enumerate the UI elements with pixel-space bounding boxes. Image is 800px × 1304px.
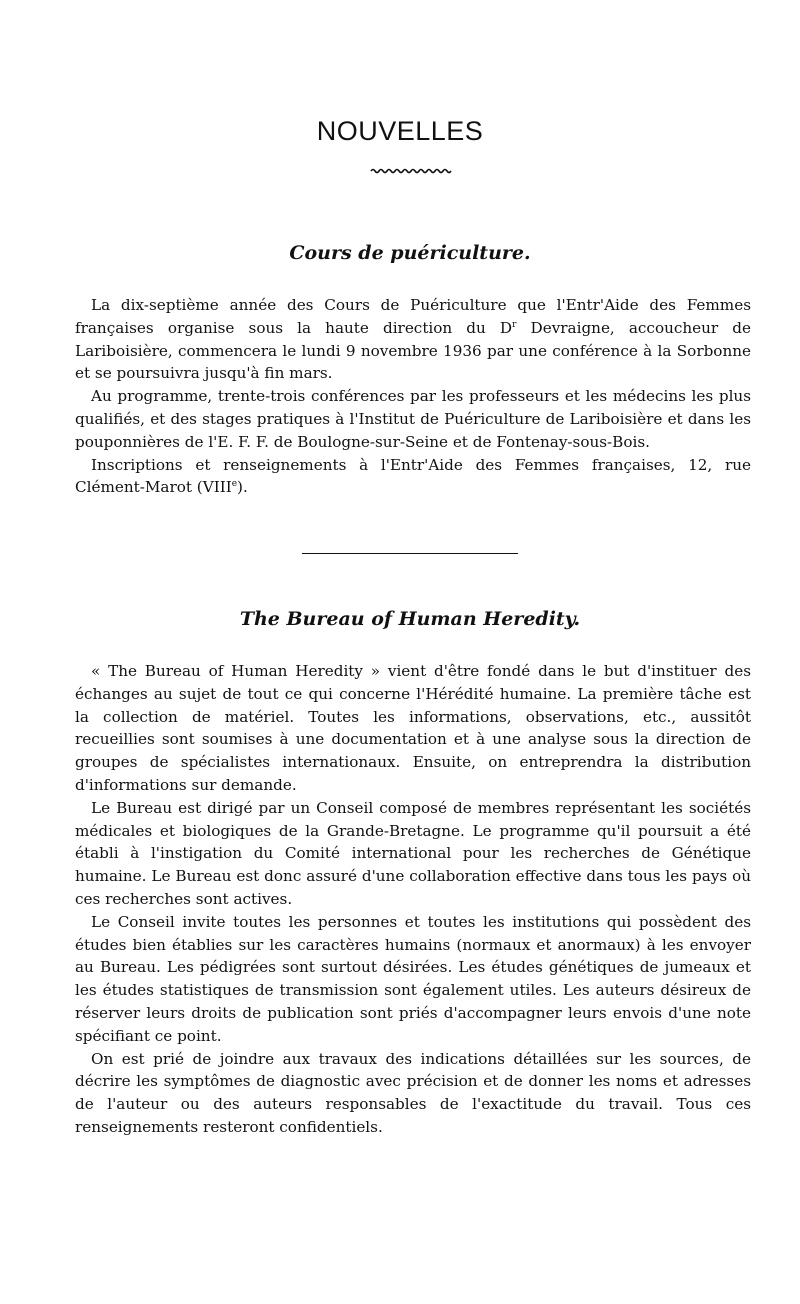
section-body: [75, 294, 751, 499]
section-title: Cours de puériculture.: [289, 242, 531, 264]
paragraph: « The Bureau of Human Heredity » vient d'être fondé dans le but d'instituer des échanges au sujet de tout ce qui concerne l'Hérédité humaine. La première tâche est la collection de matériel. Toutes les informations, observations, etc., aussitôt recueillies sont soumises à une documentation et à une analyse sous la direction de groupes de spécialistes internationaux. Ensuite, on entreprendra la distribution d'informations sur demande.: [75, 662, 751, 794]
section-body: [75, 660, 751, 1139]
paragraph: Au programme, trente-trois conférences par les professeurs et les médecins les plus qualifiés, et des stages pratiques à l'Institut de Puériculture de Lariboisière et dans les pouponnières de l'E. F. F. de Boulogne-sur-Seine et de Fontenay-sous-Bois.: [75, 387, 751, 451]
ornament-squiggle: [370, 166, 452, 176]
section-divider: [302, 553, 518, 554]
paragraph: Le Conseil invite toutes les personnes et toutes les institutions qui possèdent des études bien établies sur les caractères humains (normaux et anormaux) à les envoyer au Bureau. Les pédigrées sont surtout désirées. Les études génétiques de jumeaux et les études statistiques de transmission sont également utiles. Les auteurs désireux de réserver leurs droits de publication sont priés d'accompagner leurs envois d'une note spécifiant ce point.: [75, 912, 751, 1045]
paragraph: Le Bureau est dirigé par un Conseil composé de membres représentant les sociétés médicales et biologiques de la Grande-Bretagne. Le programme qu'il poursuit a été établi à l'instigation du Comité international pour les recherches de Génétique humaine. Le Bureau est donc assuré d'une collaboration effective dans tous les pays où ces recherches sont actives.: [75, 798, 751, 908]
page-title: NOUVELLES: [316, 116, 484, 146]
section-title: The Bureau of Human Heredity.: [239, 608, 581, 630]
paragraph: La dix-septième année des Cours de Puériculture que l'Entr'Aide des Femmes françaises organise sous la haute direction du $D^r$ Devraigne, accoucheur de Lariboisière, commencera le lundi 9 novembre 1936 par une conférence à la Sorbonne et se poursuivra jusqu'à fin mars.: [75, 296, 751, 383]
paragraph: Inscriptions et renseignements à l'Entr'Aide des Femmes françaises, 12, rue Clément-Marot (VIIIe).: [75, 455, 751, 497]
paragraph: On est prié de joindre aux travaux des indications détaillées sur les sources, de décrire les symptômes de diagnostic avec précision et de donner les noms et adresses de l'auteur ou des auteurs responsables de l'exactitude du travail. Tous ces renseignements resteront confidentiels.: [75, 1049, 751, 1136]
